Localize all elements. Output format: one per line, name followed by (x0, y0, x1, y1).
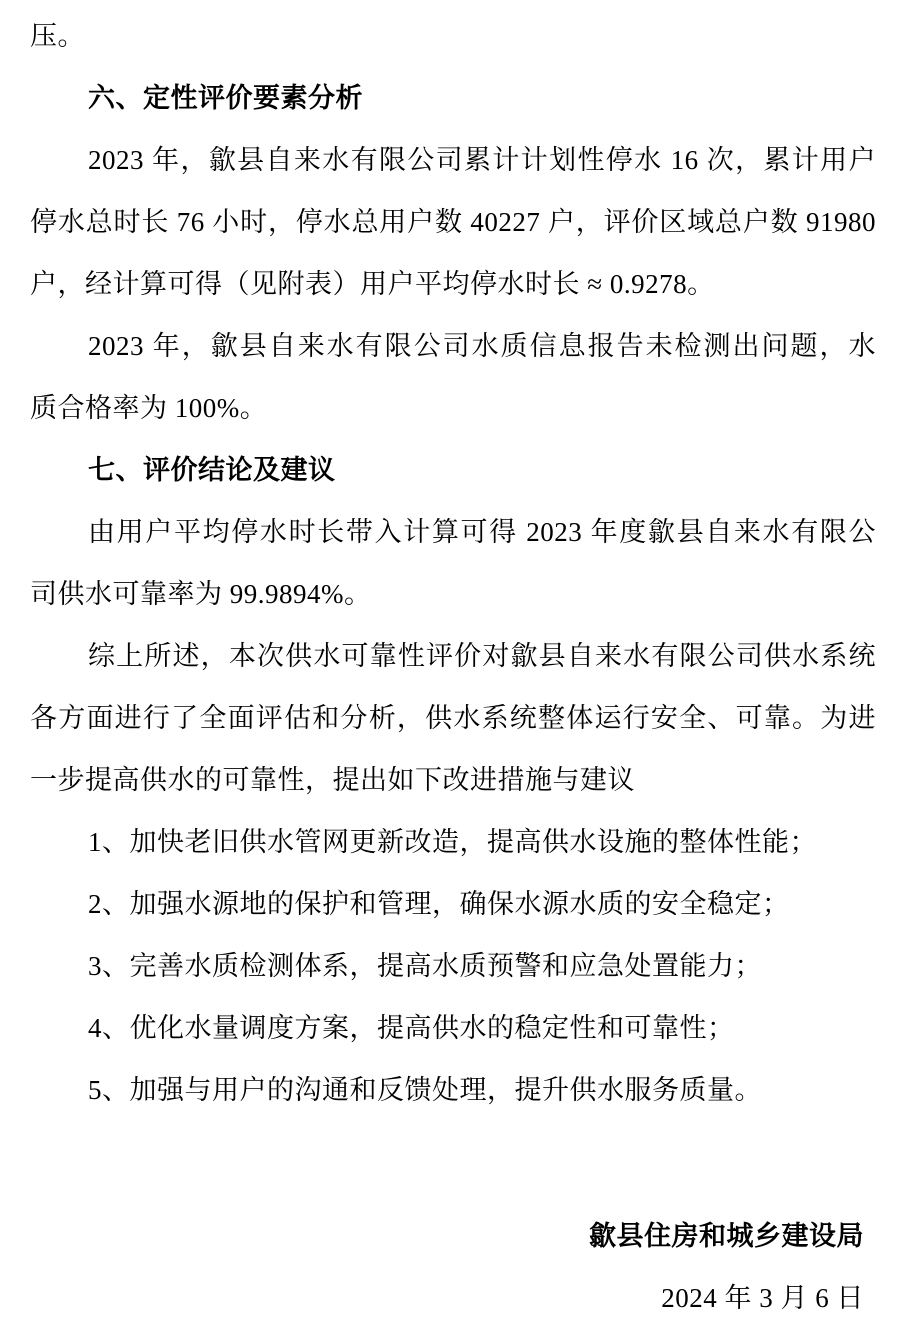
signature-organization: 歙县住房和城乡建设局 (589, 1221, 864, 1251)
signature-date: 2024 年 3 月 6 日 (661, 1283, 864, 1313)
recommendation-item-5: 5、加强与用户的沟通和反馈处理，提升供水服务质量。 (88, 1075, 762, 1105)
section-7-para-2-line-1: 综上所述，本次供水可靠性评价对歙县自来水有限公司供水系统 (88, 641, 876, 671)
section-6-para-1-line-3: 户，经计算可得（见附表）用户平均停水时长 ≈ 0.9278。 (30, 269, 715, 299)
recommendation-item-4: 4、优化水量调度方案，提高供水的稳定性和可靠性； (88, 1013, 735, 1043)
section-6-heading: 六、定性评价要素分析 (88, 83, 363, 113)
section-6-para-1-line-1: 2023 年，歙县自来水有限公司累计计划性停水 16 次，累计用户 (88, 145, 876, 175)
section-6-para-2-line-1: 2023 年，歙县自来水有限公司水质信息报告未检测出问题，水 (88, 331, 876, 361)
continuation-text: 压。 (30, 21, 85, 51)
recommendation-item-3: 3、完善水质检测体系，提高水质预警和应急处置能力； (88, 951, 762, 981)
section-7-para-1-line-1: 由用户平均停水时长带入计算可得 2023 年度歙县自来水有限公 (88, 517, 876, 547)
section-7-para-2-line-3: 一步提高供水的可靠性，提出如下改进措施与建议 (30, 765, 635, 795)
section-7-para-1-line-2: 司供水可靠率为 99.9894%。 (30, 579, 372, 609)
section-7-heading: 七、评价结论及建议 (88, 455, 336, 485)
section-7-para-2-line-2: 各方面进行了全面评估和分析，供水系统整体运行安全、可靠。为进 (30, 703, 876, 733)
recommendation-item-2: 2、加强水源地的保护和管理，确保水源水质的安全稳定； (88, 889, 790, 919)
recommendation-item-1: 1、加快老旧供水管网更新改造，提高供水设施的整体性能； (88, 827, 817, 857)
section-6-para-2-line-2: 质合格率为 100%。 (30, 393, 268, 423)
section-6-para-1-line-2: 停水总时长 76 小时，停水总用户数 40227 户，评价区域总户数 91980 (30, 207, 876, 237)
